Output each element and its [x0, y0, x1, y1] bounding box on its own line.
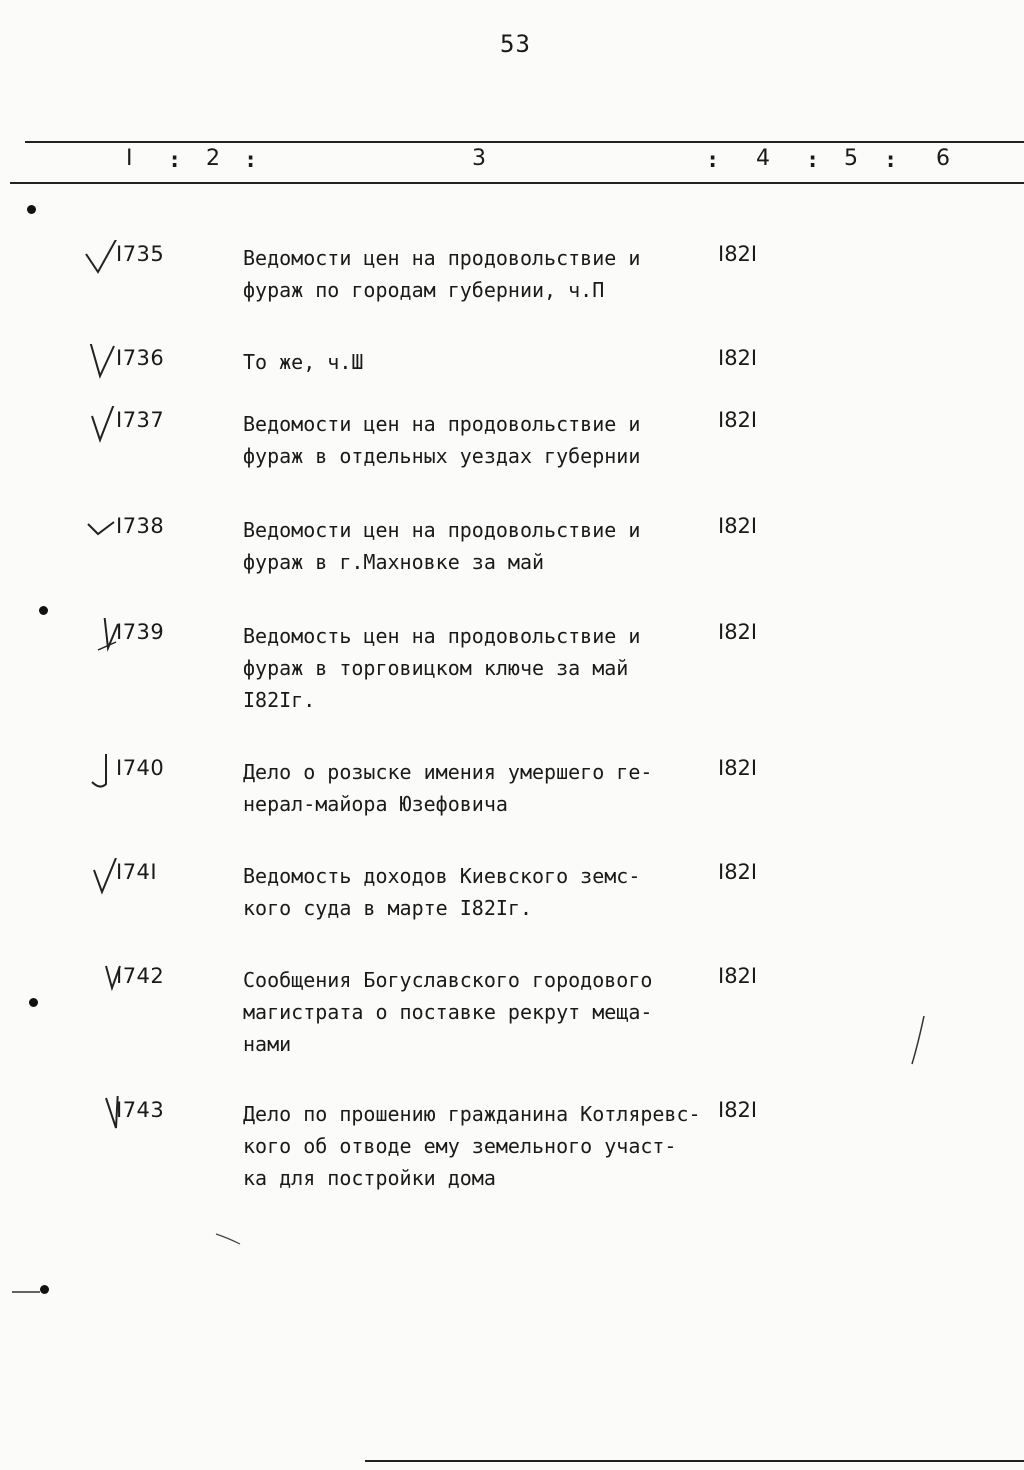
record-number: I740 [116, 756, 165, 780]
scan-mark [908, 1014, 928, 1066]
column-header-6: 6 [936, 146, 950, 171]
record-year: I82I [718, 242, 758, 266]
record-number: I738 [116, 514, 165, 538]
record-description: Ведомости цен на продовольствие и фураж в отдельных уездах губернии [243, 412, 641, 468]
record-description: Ведомость доходов Киевского земс- кого суда в марте I82Iг. [243, 864, 641, 920]
page-bottom-rule [365, 1460, 1024, 1462]
record-description: Ведомости цен на продовольствие и фураж в г.Махновке за май [243, 518, 641, 574]
record-description: Ведомость цен на продовольствие и фураж в торговицком ключе за май I82Iг. [243, 624, 641, 712]
scan-mark [10, 1288, 42, 1296]
table-top-rule [25, 141, 1024, 143]
record-year: I82I [718, 514, 758, 538]
record-year: I82I [718, 1098, 758, 1122]
table-header-rule [10, 182, 1024, 184]
record-year: I82I [718, 620, 758, 644]
column-separator: : [168, 148, 182, 173]
record-number: I743 [116, 1098, 165, 1122]
record-year: I82I [718, 408, 758, 432]
record-number: I737 [116, 408, 165, 432]
column-separator: : [884, 148, 898, 173]
scan-dot [27, 205, 36, 214]
column-header-3: 3 [472, 146, 486, 171]
record-number: I739 [116, 620, 165, 644]
column-header-2: 2 [206, 146, 220, 171]
record-description: Дело по прошению гражданина Котляревс- кого об отводе ему земельного участ- ка для постройки дома [243, 1102, 701, 1190]
record-year: I82I [718, 964, 758, 988]
scan-dot [39, 606, 48, 615]
scan-dot [29, 998, 38, 1007]
page-number: 53 [500, 30, 531, 58]
record-number: I742 [116, 964, 165, 988]
record-number: I74I [116, 860, 158, 884]
record-description: Сообщения Богуславского городового магистрата о поставке рекрут меща- нами [243, 968, 653, 1056]
column-header-5: 5 [844, 146, 858, 171]
record-number: I735 [116, 242, 165, 266]
scan-mark [214, 1232, 244, 1248]
column-header-1: I [126, 146, 133, 171]
record-year: I82I [718, 860, 758, 884]
record-description: Ведомости цен на продовольствие и фураж по городам губернии, ч.П [243, 246, 641, 302]
record-year: I82I [718, 346, 758, 370]
column-separator: : [244, 148, 258, 173]
column-separator: : [706, 148, 720, 173]
record-year: I82I [718, 756, 758, 780]
column-separator: : [806, 148, 820, 173]
column-header-4: 4 [756, 146, 770, 171]
record-number: I736 [116, 346, 165, 370]
record-description: Дело о розыске имения умершего ге- нерал-майора Юзефовича [243, 760, 653, 816]
record-description: То же, ч.Ш [243, 350, 364, 374]
